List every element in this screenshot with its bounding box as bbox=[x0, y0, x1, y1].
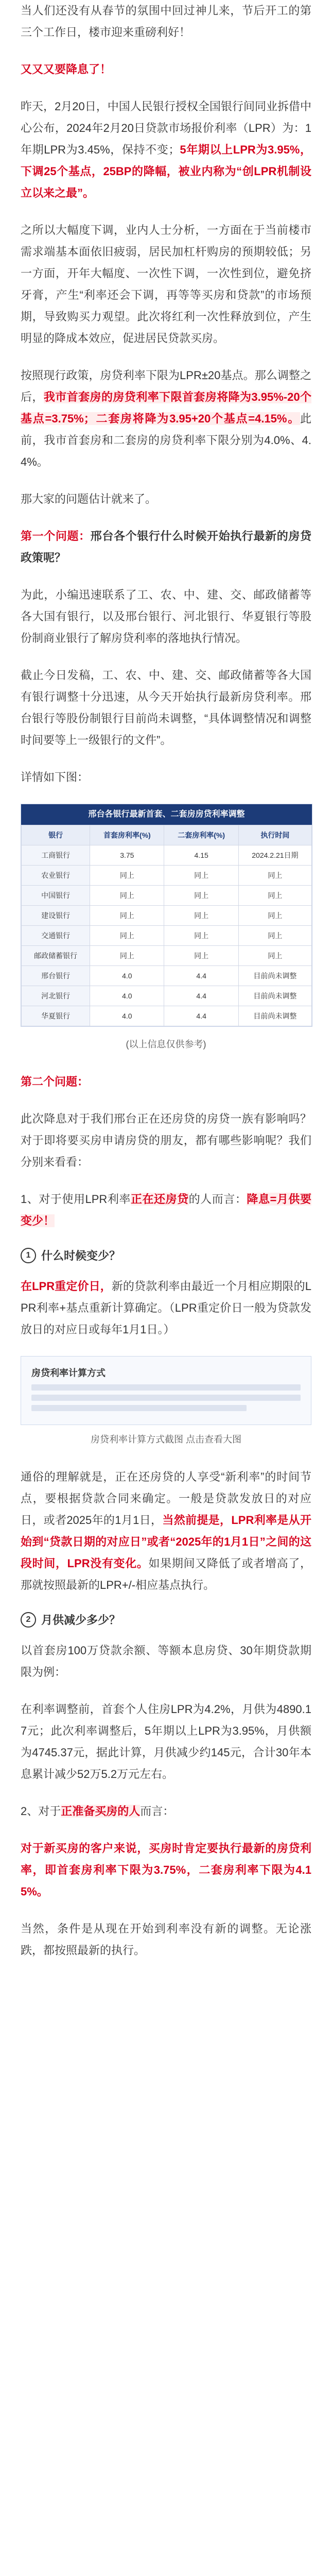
table-cell: 农业银行 bbox=[22, 866, 90, 886]
paragraph-lpr-highlight: 5年期以上LPR为3.95%，下调25个基点，25BP的降幅，被业内称为“创LPR机制设立以来之最”。 bbox=[21, 143, 311, 199]
paragraph-question-intro: 那大家的问题估计就来了。 bbox=[21, 493, 157, 505]
paragraph-policy-highlight: 我市首套房的房贷利率下限首套房将降为3.95%-20个基点=3.75%；二套房将降为3.95+20个基点=4.15%。 bbox=[21, 391, 311, 425]
table-cell: 同上 bbox=[164, 886, 238, 906]
table-cell: 3.75 bbox=[90, 845, 164, 866]
placeholder-line bbox=[31, 1395, 301, 1401]
table-cell: 4.4 bbox=[164, 986, 238, 1006]
paragraph-lpr-text: 昨天，2月20日，中国人民银行授权全国银行间同业拆借中心公布，2024年2月20日贷款市场报价利率（LPR）为：1年期LPR为3.45%，保持不变； bbox=[21, 100, 311, 156]
paragraph-details: 详情如下图： bbox=[21, 771, 89, 784]
table-cell: 建设银行 bbox=[22, 906, 90, 926]
paragraph-explain bbox=[21, 1466, 311, 1596]
point-2-title bbox=[21, 1612, 311, 1628]
paragraph-explain-text: 通俗的理解就是，正在还房贷的人享受“新利率”的时间节点，要根据贷款合同来确定。一般是贷款发放日的对应日，或者2025年的1月1日， bbox=[21, 1470, 311, 1527]
paragraph-analysis: 之所以大幅度下调，业内人士分析，一方面在于当前楼市需求端基本面依旧疲弱，居民加杠杆购房的预期较低；另一方面，开年大幅度、一次性下调，一次性到位，避免挤牙膏，产生“利率还会下调，再等等买房和贷款”的市场预期，导致购买力观望。此次将红利一次性释放到位，产生明显的降成本效应，促进居民贷款买房。 bbox=[21, 224, 311, 345]
table-row bbox=[22, 886, 312, 906]
paragraph-reset-date-text: 新的贷款利率由最近一个月相应期限的LPR利率+基点重新计算确定。（LPR重定价日一般为贷款发放日的对应日或每年1月1日。） bbox=[21, 1280, 311, 1336]
table-cell: 4.0 bbox=[90, 986, 164, 1006]
table-note: (以上信息仅供参考) bbox=[126, 1039, 206, 1049]
subheading-1-conclusion: 降息=月供要变少！ bbox=[21, 1193, 311, 1227]
table-cell: 同上 bbox=[238, 906, 311, 926]
table-cell: 同上 bbox=[164, 946, 238, 966]
intro-paragraph: 当人们还没有从春节的氛围中回过神儿来，节后开工的第三个工作日，楼市迎来重磅利好！ bbox=[21, 4, 311, 39]
table-cell: 同上 bbox=[164, 866, 238, 886]
rate-table-grid bbox=[21, 825, 312, 1026]
question-1 bbox=[21, 526, 311, 569]
table-cell: 4.15 bbox=[164, 845, 238, 866]
question-1-text: 邢台各个银行什么时候开始执行最新的房贷政策呢？ bbox=[21, 530, 311, 564]
table-cell: 同上 bbox=[90, 926, 164, 946]
subheading-2 bbox=[21, 1801, 311, 1822]
rate-table bbox=[21, 804, 312, 1027]
table-cell: 目前尚未调整 bbox=[238, 986, 311, 1006]
table-cell: 同上 bbox=[238, 886, 311, 906]
table-cell: 邢台银行 bbox=[22, 966, 90, 986]
table-cell: 同上 bbox=[238, 926, 311, 946]
table-cell: 河北银行 bbox=[22, 986, 90, 1006]
point-1-title bbox=[21, 1247, 311, 1263]
subheading-1-text: 1、对于使用LPR利率 bbox=[21, 1193, 131, 1206]
paragraph-closing: 当然，条件是从现在开始到利率没有新的调整。无论涨跌，都按照最新的执行。 bbox=[21, 1922, 311, 1957]
subheading-1-tail: 的人而言： bbox=[188, 1193, 247, 1206]
number-badge-1: 1 bbox=[21, 1248, 36, 1263]
subheading-2-tail: 而言： bbox=[140, 1805, 174, 1818]
paragraph-banks: 为此，小编迅速联系了工、农、中、建、交、邮政储蓄等各大国有银行，以及邢台银行、河北银行、华夏银行等股份制商业银行了解房贷利率的落地执行情况。 bbox=[21, 588, 311, 645]
subheading-1-highlight: 正在还房贷 bbox=[130, 1193, 189, 1206]
paragraph-policy bbox=[21, 365, 311, 473]
table-cell: 目前尚未调整 bbox=[238, 1006, 311, 1026]
paragraph-new-buyers: 对于新买房的客户来说，买房时肯定要执行最新的房贷利率，即首套房利率下限为3.75%，二套房利率下限为4.15%。 bbox=[21, 1842, 311, 1898]
subheading-1 bbox=[21, 1189, 311, 1232]
table-header-second: 二套房利率(%) bbox=[164, 825, 238, 845]
table-cell: 工商银行 bbox=[22, 845, 90, 866]
table-cell: 4.4 bbox=[164, 966, 238, 986]
table-header-first: 首套房利率(%) bbox=[90, 825, 164, 845]
screenshot-card-title: 房贷利率计算方式 bbox=[31, 1368, 106, 1378]
paragraph-impact: 此次降息对于我们邢台正在还房贷的房贷一族有影响吗？对于即将要买房申请房贷的朋友，都有哪些影响呢？我们分别来看看： bbox=[21, 1112, 311, 1168]
table-cell: 同上 bbox=[238, 946, 311, 966]
table-row bbox=[22, 966, 312, 986]
paragraph-example: 以首套房100万贷款余额、等额本息房贷、30年期贷款期限为例： bbox=[21, 1644, 311, 1679]
table-row bbox=[22, 1006, 312, 1026]
paragraph-reset-date-highlight: 在LPR重定价日， bbox=[21, 1280, 112, 1293]
subheading-2-text: 2、对于 bbox=[21, 1805, 61, 1818]
table-cell: 华夏银行 bbox=[22, 1006, 90, 1026]
table-cell: 2024.2.21日期 bbox=[238, 845, 311, 866]
paragraph-status: 截止今日发稿，工、农、中、建、交、邮政储蓄等各大国有银行调整十分迅速，从今天开始执行最新房贷利率。邢台银行等股份制银行目前尚未调整，“具体调整情况和调整时间要等上一级银行的文件”。 bbox=[21, 669, 311, 747]
paragraph-policy-tail: 此前，我市首套房和二套房的房贷利率下限分别为4.0%、4.4%。 bbox=[21, 412, 311, 468]
table-cell: 同上 bbox=[90, 866, 164, 886]
table-row bbox=[22, 906, 312, 926]
table-cell: 4.4 bbox=[164, 1006, 238, 1026]
paragraph-reset-date bbox=[21, 1276, 311, 1341]
screenshot-card[interactable] bbox=[21, 1356, 311, 1425]
table-cell: 同上 bbox=[90, 946, 164, 966]
paragraph-explain-highlight: 当然前提是，LPR利率是从开始到“贷款日期的对应日”或者“2025年的1月1日”之间的这段时间，LPR没有变化。 bbox=[21, 1514, 311, 1570]
table-row bbox=[22, 946, 312, 966]
subheading-2-highlight: 正准备买房的人 bbox=[61, 1805, 141, 1818]
table-cell: 同上 bbox=[90, 886, 164, 906]
table-row bbox=[22, 866, 312, 886]
table-cell: 4.0 bbox=[90, 966, 164, 986]
table-cell: 同上 bbox=[164, 906, 238, 926]
paragraph-explain-tail: 如果期间又降低了或者增高了，那就按照最新的LPR+/-相应基点执行。 bbox=[21, 1557, 311, 1591]
point-2-text: 月供减少多少？ bbox=[41, 1614, 121, 1626]
table-cell: 同上 bbox=[164, 926, 238, 946]
rate-table-title: 邢台各银行最新首套、二套房房贷利率调整 bbox=[21, 804, 312, 825]
table-header-date: 执行时间 bbox=[238, 825, 311, 845]
question-2-label: 第二个问题： bbox=[21, 1075, 89, 1088]
point-1-text: 什么时候变少？ bbox=[41, 1249, 121, 1262]
table-cell: 交通银行 bbox=[22, 926, 90, 946]
number-badge-2: 2 bbox=[21, 1612, 36, 1628]
paragraph-lpr bbox=[21, 96, 311, 204]
table-cell: 同上 bbox=[90, 906, 164, 926]
placeholder-line bbox=[31, 1405, 247, 1411]
screenshot-caption: 房贷利率计算方式截图 点击查看大图 bbox=[91, 1434, 241, 1445]
table-cell: 4.0 bbox=[90, 1006, 164, 1026]
section-heading: 又又又要降息了！ bbox=[21, 63, 112, 76]
placeholder-line bbox=[31, 1384, 301, 1391]
table-cell: 目前尚未调整 bbox=[238, 966, 311, 986]
table-cell: 中国银行 bbox=[22, 886, 90, 906]
table-row bbox=[22, 986, 312, 1006]
table-row bbox=[22, 926, 312, 946]
paragraph-policy-text: 按照现行政策，房贷利率下限为LPR±20基点。那么调整之后， bbox=[21, 369, 311, 403]
table-cell: 邮政储蓄银行 bbox=[22, 946, 90, 966]
paragraph-calculation: 在利率调整前，首套个人住房LPR为4.2%，月供为4890.17元；此次利率调整后，5年期以上LPR为3.95%，月供额为4745.37元，据此计算，月供减少约145元，合计30年本息累计减少52万5.2万元左右。 bbox=[21, 1703, 311, 1781]
table-header-bank: 银行 bbox=[22, 825, 90, 845]
table-cell: 同上 bbox=[238, 866, 311, 886]
question-1-label: 第一个问题： bbox=[21, 530, 91, 543]
table-row bbox=[22, 845, 312, 866]
